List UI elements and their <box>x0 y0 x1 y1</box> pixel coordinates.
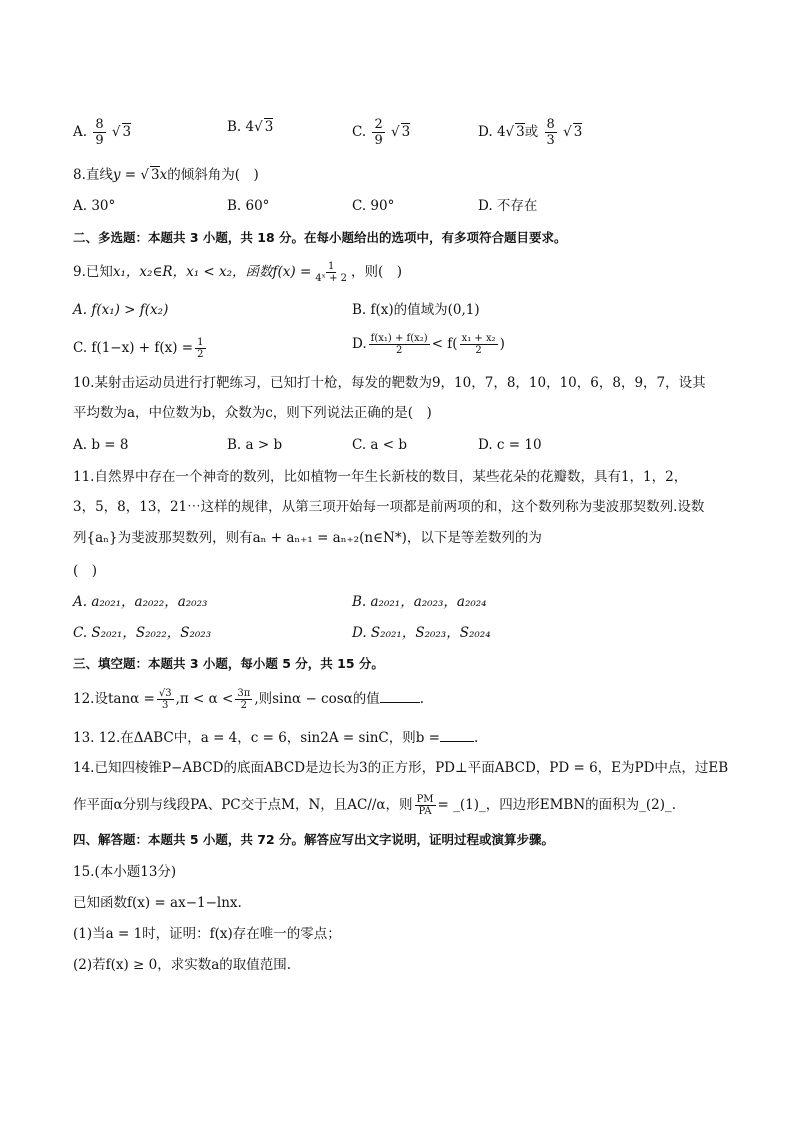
q11-option-a: A. a₂₀₂₁，a₂₀₂₂，a₂₀₂₃ <box>73 594 208 610</box>
section-3-title: 三、填空题：本题共 3 小题，每小题 5 分，共 15 分。 <box>73 656 384 671</box>
q11-option-c: C. S₂₀₂₁，S₂₀₂₂，S₂₀₂₃ <box>73 625 212 641</box>
q7-option-a: A. $\frac{8}{9}$ √ 3 <box>73 117 132 148</box>
q13-stem: 13. 12.在ΔABC中，a = 4，c = 6，sin2A = sinC，则b = . <box>73 727 478 748</box>
q15-part-2: (2)若f(x) ≥ 0，求实数a的取值范围. <box>73 957 292 973</box>
q11-stem-line-3: 列{aₙ}为斐波那契数列，则有aₙ + aₙ₊₁ = aₙ₊₂(n∈N*)，以下是等差数列的为 <box>73 530 542 546</box>
q8-option-d: D. 不存在 <box>478 198 538 214</box>
q9-option-c: C. f(1−x) + f(x) = $\frac{1}{2}$ <box>73 337 204 360</box>
q14-stem-line-1: 14.已知四棱锥P−ABCD的底面ABCD是边长为3的正方形，PD⊥平面ABCD，PD = 6，E为PD中点，过EB <box>73 760 729 776</box>
q7-option-c: C. $\frac{2}{9}$ √ 3 <box>352 117 411 148</box>
q9-option-d: D. $\frac{\text{f(x₁) + f(x₂)}}{2}$ < f( $\frac{\text{x₁ + x₂}}{2}$ ) <box>352 333 505 356</box>
q10-stem-line-1: 10.某射击运动员进行打靶练习，已知打十枪，每发的靶数为9，10，7，8，10，10，6，8，9，7，设其 <box>73 375 706 391</box>
q10-stem-line-2: 平均数为a，中位数为b，众数为c，则下列说法正确的是( ) <box>73 405 432 421</box>
section-2-title: 二、多选题：本题共 3 小题，共 18 分。在每小题给出的选项中，有多项符合题目要求。 <box>73 230 567 245</box>
q8-stem: 8.直线y = √ 3x的倾斜角为( ) <box>73 167 259 183</box>
q9-option-a: A. f(x₁) > f(x₂) <box>73 302 169 318</box>
q15-part-1: (1)当a = 1时，证明：f(x)存在唯一的零点； <box>73 926 341 942</box>
q8-option-b: B. 60° <box>227 198 270 214</box>
q9-option-b: B. f(x)的值域为(0,1) <box>352 302 480 318</box>
q11-option-d: D. S₂₀₂₁，S₂₀₂₃，S₂₀₂₄ <box>352 625 491 641</box>
answer-blank <box>380 688 420 703</box>
q10-option-c: C. a < b <box>352 437 408 453</box>
q9-stem: 9.已知x₁，x₂∈R，x₁ < x₂，函数f(x) = $\frac{1}{\text{4ˣ + 2}}$ ，则( ) <box>73 261 403 284</box>
q14-stem-line-2: 作平面α分别与线段PA、PC交于点M，N，且AC//α，则 $\frac{PM}{PA}$ = _(1)_，四边形EMBN的面积为_(2)_. <box>73 794 677 817</box>
q8-option-a: A. 30° <box>73 198 116 214</box>
q7-option-b: B. 4√ 3 <box>227 119 274 135</box>
answer-blank <box>440 727 474 742</box>
q10-option-d: D. c = 10 <box>478 437 542 453</box>
q8-option-c: C. 90° <box>352 198 395 214</box>
q12-stem: 12.设tanα = $\frac{√3}{3}$ ,π < α < $\frac{3\pi}{2}$ ,则sinα − cosα的值 . <box>73 688 425 711</box>
q15-header: 15.(本小题13分) <box>73 864 177 880</box>
fraction: $\frac{8}{9}$ <box>95 117 104 148</box>
q15-stem: 已知函数f(x) = ax−1−lnx. <box>73 895 242 911</box>
q11-stem-line-1: 11.自然界中存在一个神奇的数列，比如植物一年生长新枝的数目，某些花朵的花瓣数，具有1，1，2， <box>73 469 688 485</box>
q11-stem-line-2: 3，5，8，13，21⋯这样的规律，从第三项开始每一项都是前两项的和，这个数列称为斐波那契数列.设数 <box>73 499 705 515</box>
q10-option-b: B. a > b <box>227 437 283 453</box>
q11-option-b: B. a₂₀₂₁，a₂₀₂₃，a₂₀₂₄ <box>352 594 487 610</box>
q7-option-d: D. 4√ 3或 $\frac{8}{3}$ √ 3 <box>478 117 583 148</box>
q10-option-a: A. b = 8 <box>73 437 129 453</box>
section-4-title: 四、解答题：本题共 5 小题，共 72 分。解答应写出文字说明，证明过程或演算步骤。 <box>73 832 555 847</box>
q11-stem-line-4: ( ) <box>73 563 98 579</box>
